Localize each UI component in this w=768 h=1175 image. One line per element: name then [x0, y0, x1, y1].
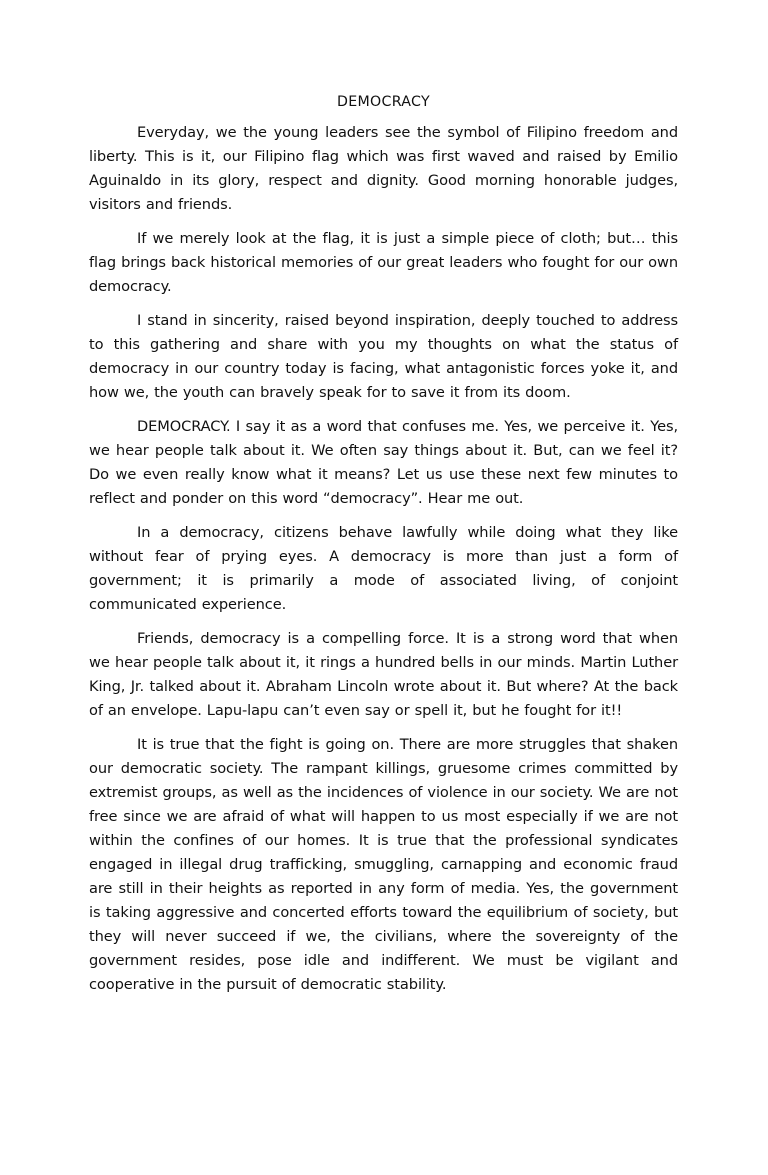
- document-title: DEMOCRACY: [337, 94, 430, 110]
- paragraph-5: In a democracy, citizens behave lawfully while doing what they like without fear of prying eyes. A democracy is more than just a form of government; it is primarily a mode of associated living, of conjoint communicated experience.: [89, 524, 678, 613]
- document-body: [89, 90, 678, 1007]
- paragraph-3: I stand in sincerity, raised beyond inspiration, deeply touched to address to this gathering and share with you my thoughts on what the status of democracy in our country today is facing, what antagonistic forces yoke it, and how we, the youth can bravely speak for to save it from its doom.: [89, 312, 678, 401]
- paragraph-2: If we merely look at the flag, it is just a simple piece of cloth; but… this flag brings back historical memories of our great leaders who fought for our own democracy.: [89, 230, 678, 295]
- paragraph-7: It is true that the fight is going on. There are more struggles that shaken our democratic society. The rampant killings, gruesome crimes committed by extremist groups, as well as the incidences of violence in our society. We are not free since we are afraid of what will happen to us most especially if we are not within the confines of our homes. It is true that the professional syndicates engaged in illegal drug trafficking, smuggling, carnapping and economic fraud are still in their heights as reported in any form of media. Yes, the government is taking aggressive and concerted efforts toward the equilibrium of society, but they will never succeed if we, the civilians, where the sovereignty of the government resides, pose idle and indifferent. We must be vigilant and cooperative in the pursuit of democratic stability.: [89, 736, 678, 993]
- paragraph-6: Friends, democracy is a compelling force. It is a strong word that when we hear people talk about it, it rings a hundred bells in our minds. Martin Luther King, Jr. talked about it. Abraham Lincoln wrote about it. But where? At the back of an envelope. Lapu-lapu can’t even say or spell it, but he fought for it!!: [89, 630, 678, 719]
- paragraph-1: Everyday, we the young leaders see the symbol of Filipino freedom and liberty. This is it, our Filipino flag which was first waved and raised by Emilio Aguinaldo in its glory, respect and dignity. Good morning honorable judges, visitors and friends.: [89, 124, 678, 213]
- paragraph-4: DEMOCRACY. I say it as a word that confuses me. Yes, we perceive it. Yes, we hear people talk about it. We often say things about it. But, can we feel it? Do we even really know what it means? Let us use these next few minutes to reflect and ponder on this word “democracy”. Hear me out.: [89, 418, 678, 507]
